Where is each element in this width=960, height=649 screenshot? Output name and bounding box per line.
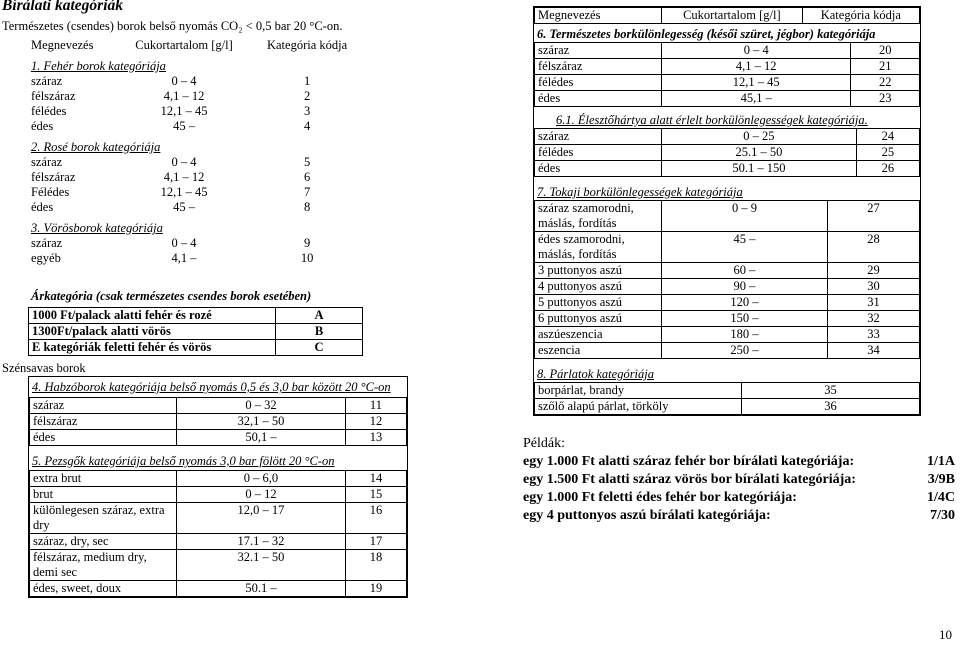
table-header-row: Megnevezés Cukortartalom [g/l] Kategória kódja (535, 8, 920, 24)
col-sugar: Cukortartalom [g/l] (135, 38, 233, 52)
table-row: száraz 0 – 4 5 (31, 155, 311, 169)
examples-block (523, 435, 955, 525)
group-1-title: 1. Fehér borok kategóriája (31, 59, 166, 73)
example-row: egy 1.000 Ft feletti édes fehér bor kategóriája: 1/4C (523, 490, 955, 505)
table-row: félszáraz 4,1 – 12 6 (31, 170, 311, 184)
table-row: 6 puttonyos aszú 150 – 32 (535, 311, 920, 327)
page-title: Bírálati kategóriák (2, 0, 123, 14)
group-61-table (534, 128, 920, 177)
table-row: félszáraz, medium dry, demi sec 32.1 – 50 18 (30, 550, 407, 581)
example-row: egy 4 puttonyos aszú bírálati kategóriája: 7/30 (523, 508, 955, 523)
group-61-title: 6.1. Élesztőhártya alatt érlelt borkülönlegességek kategóriája. (556, 113, 868, 127)
examples-title: Példák: (523, 436, 565, 451)
example-row: egy 1.000 Ft alatti száraz fehér bor bírálati kategóriája: 1/1A (523, 454, 955, 469)
group-5-title: 5. Pezsgők kategóriája belső nyomás 3,0 bar fölött 20 °C-on (32, 454, 335, 468)
table-row: száraz szamorodni, máslás, fordítás 0 – 9 27 (535, 201, 920, 232)
still-wines-heading: Természetes (csendes) borok belső nyomás CO₂ < 0,5 bar 20 °C-on. (2, 19, 343, 33)
table-row: extra brut 0 – 6,0 14 (30, 471, 407, 487)
table-row: száraz 0 – 25 24 (535, 129, 920, 145)
page-number: 10 (939, 627, 952, 642)
table-row: édes 45,1 – 23 (535, 91, 920, 107)
table-row: 5 puttonyos aszú 120 – 31 (535, 295, 920, 311)
special-header (534, 7, 920, 24)
table-row: félédes 12,1 – 45 22 (535, 75, 920, 91)
table-row: borpárlat, brandy 35 (535, 383, 920, 399)
table-row: édes 45 – 4 (31, 119, 311, 133)
table-row: egyéb 4,1 – 10 (31, 251, 314, 265)
table-row: 4 puttonyos aszú 90 – 30 (535, 279, 920, 295)
table-row: száraz 0 – 4 20 (535, 43, 920, 59)
table-row: Félédes 12,1 – 45 7 (31, 185, 311, 199)
group-5-table (29, 470, 407, 597)
table-row: E kategóriák feletti fehér és vörös C (29, 340, 363, 356)
table-row: édes 50,1 – 13 (30, 430, 407, 446)
table-row: 1300Ft/palack alatti vörös B (29, 324, 363, 340)
table-row: brut 0 – 12 15 (30, 487, 407, 503)
group-7-table (534, 200, 920, 359)
col-code: Kategória kódja (266, 38, 348, 52)
still-wines-table (28, 38, 363, 266)
group-7-title: 7. Tokaji borkülönlegességek kategóriája (537, 185, 743, 199)
example-row: egy 1.500 Ft alatti száraz vörös bor bírálati kategóriája: 3/9B (523, 472, 955, 487)
table-row: félédes 25.1 – 50 25 (535, 145, 920, 161)
table-row: aszúeszencia 180 – 33 (535, 327, 920, 343)
group-3-title: 3. Vörösborok kategóriája (31, 221, 163, 235)
group-4-table (29, 397, 407, 446)
table-row: eszencia 250 – 34 (535, 343, 920, 359)
group-8-title: 8. Párlatok kategóriája (537, 367, 654, 381)
table-row: 1000 Ft/palack alatti fehér és rozé A (29, 308, 363, 324)
table-row: édes 45 – 8 (31, 200, 311, 214)
col-name: Megnevezés (31, 38, 94, 52)
table-row: száraz 0 – 4 1 (31, 74, 311, 88)
table-row: édes, sweet, doux 50.1 – 19 (30, 581, 407, 597)
group-2-title: 2. Rosé borok kategóriája (31, 140, 161, 154)
price-category-table (28, 307, 363, 356)
table-header-row (28, 38, 363, 53)
table-row: száraz, dry, sec 17.1 – 32 17 (30, 534, 407, 550)
special-box (533, 6, 921, 416)
table-row: félszáraz 4,1 – 12 21 (535, 59, 920, 75)
table-row: édes szamorodni, máslás, fordítás 45 – 28 (535, 232, 920, 263)
table-row: szőlő alapú párlat, törköly 36 (535, 399, 920, 415)
sparkling-heading: Szénsavas borok (2, 361, 86, 375)
table-row: félszáraz 4,1 – 12 2 (31, 89, 311, 103)
table-row: száraz 0 – 32 11 (30, 398, 407, 414)
table-row: száraz 0 – 4 9 (31, 236, 311, 250)
table-row: édes 50.1 – 150 26 (535, 161, 920, 177)
table-row: különlegesen száraz, extra dry 12,0 – 17 16 (30, 503, 407, 534)
table-row: félédes 12,1 – 45 3 (31, 104, 311, 118)
table-row: félszáraz 32,1 – 50 12 (30, 414, 407, 430)
group-8-table (534, 382, 920, 415)
sparkling-box (28, 376, 408, 598)
group-6-table (534, 42, 920, 107)
price-category-title: Árkategória (csak természetes csendes borok esetében) (31, 289, 312, 303)
table-row: 3 puttonyos aszú 60 – 29 (535, 263, 920, 279)
group-6-title: 6. Természetes borkülönlegesség (késői szüret, jégbor) kategóriája (537, 27, 876, 41)
group-4-title: 4. Habzóborok kategóriája belső nyomás 0,5 és 3,0 bar között 20 °C-on (32, 380, 391, 394)
